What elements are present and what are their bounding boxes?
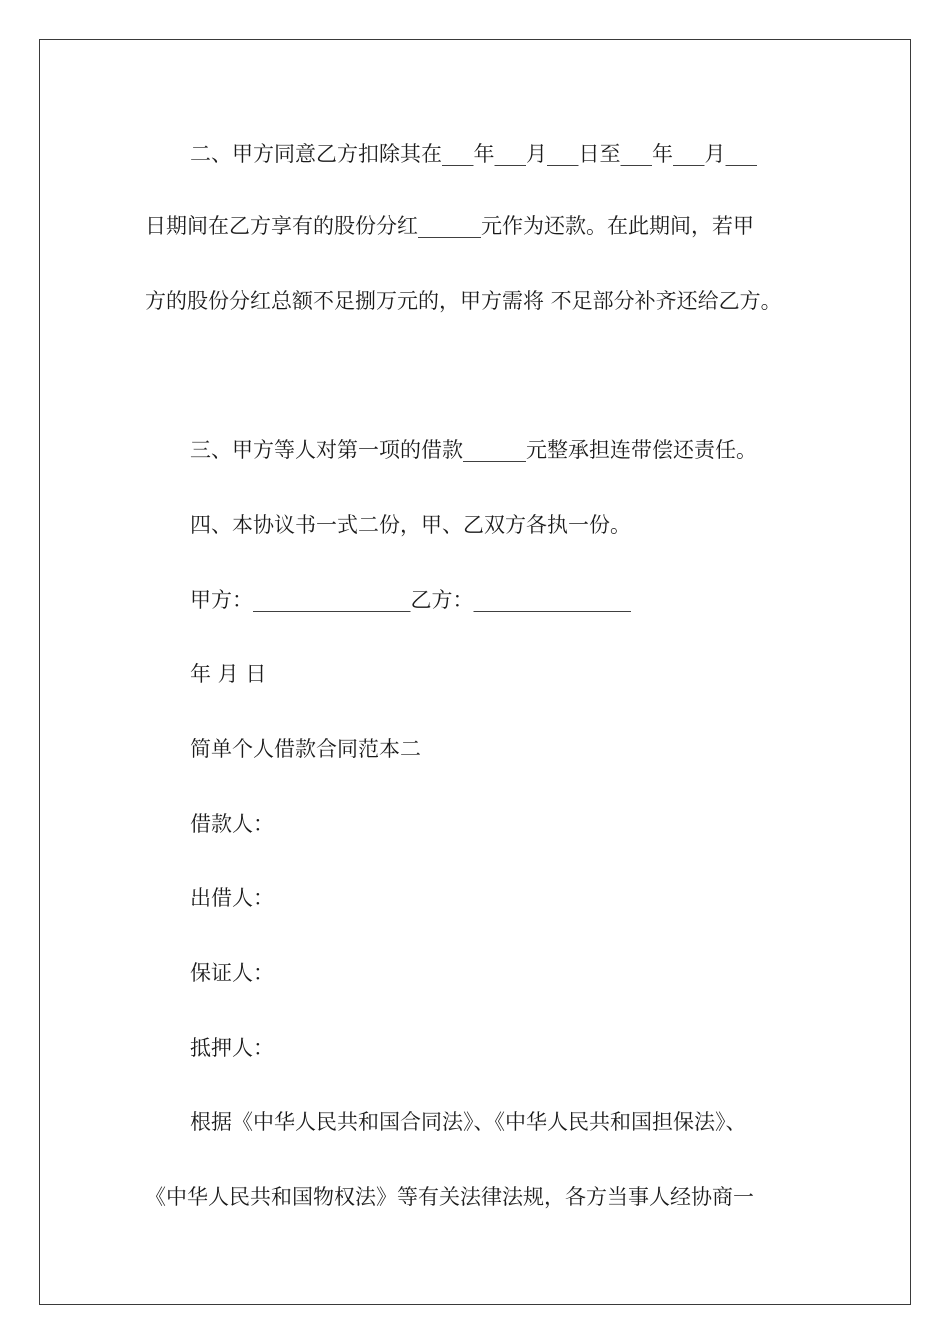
signature-line: 甲方：_______________乙方：_______________ <box>190 588 631 612</box>
clause-2-line-2: 日期间在乙方享有的股份分红______元作为还款。在此期间，若甲 <box>145 214 754 238</box>
mortgagor-label: 抵押人： <box>190 1036 274 1060</box>
clause-2-line-3: 方的股份分红总额不足捌万元的，甲方需将 不足部分补齐还给乙方。 <box>145 289 782 313</box>
date-line: 年 月 日 <box>190 662 267 686</box>
lender-label: 出借人： <box>190 886 274 910</box>
clause-3: 三、甲方等人对第一项的借款______元整承担连带偿还责任。 <box>190 438 757 462</box>
legal-basis-line-1: 根据《中华人民共和国合同法》、《中华人民共和国担保法》、 <box>190 1110 747 1134</box>
clause-4: 四、本协议书一式二份，甲、乙双方各执一份。 <box>190 513 631 537</box>
template-title: 简单个人借款合同范本二 <box>190 737 421 761</box>
guarantor-label: 保证人： <box>190 961 274 985</box>
borrower-label: 借款人： <box>190 812 274 836</box>
legal-basis-line-2: 《中华人民共和国物权法》等有关法律法规，各方当事人经协商一 <box>145 1185 754 1209</box>
clause-2-line-1: 二、甲方同意乙方扣除其在___年___月___日至___年___月___ <box>190 142 757 166</box>
